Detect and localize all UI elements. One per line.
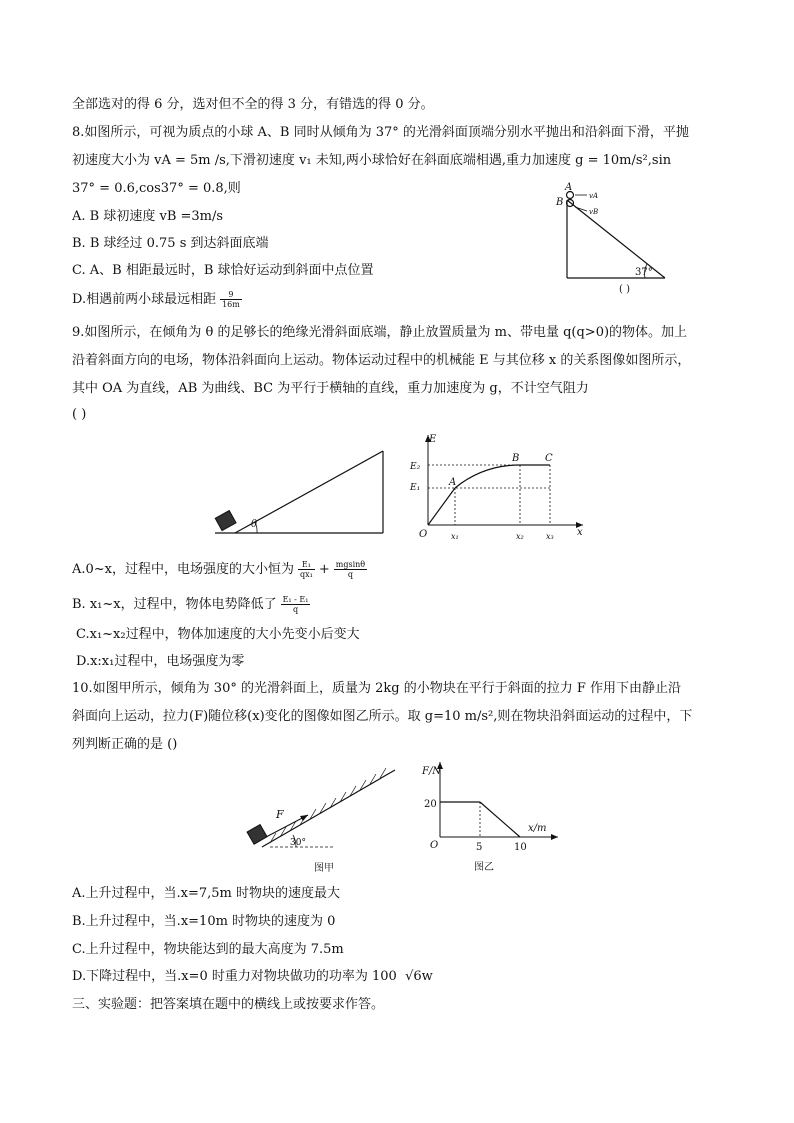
svg-text:B: B (512, 453, 520, 464)
svg-text:x₃: x₃ (546, 532, 554, 541)
q9-stem-line1: 9.如图所示，在倾角为 θ 的足够长的绝缘光滑斜面底端，静止放置质量为 m、带电量 q(q>0)的物体。加上 (72, 325, 688, 340)
svg-text:O: O (430, 840, 439, 851)
svg-text:x/m: x/m (528, 823, 547, 834)
svg-text:x₂: x₂ (516, 532, 524, 541)
q8-stem-line2: 初速度大小为 vA = 5m /s,下滑初速度 v₁ 未知,两小球恰好在斜面底端相遇,重力加速度 g = 10m/s²,sin (72, 153, 672, 168)
q10-option-d: D.下降过程中，当.x=0 时重力对物块做功的功率为 100 √6w (72, 969, 433, 984)
q9-option-a: A.0~x，过程中，电场强度的大小恒为 $\frac{\text{E₁}}{\text{qx₁}}$ + $\frac{mgsin\theta}{q}$ (72, 560, 366, 579)
q8-option-d-text: D.相遇前两小球最远相距 (72, 292, 217, 307)
q9-stem-line3: 其中 OA 为直线，AB 为曲线、BC 为平行于横轴的直线，重力加速度为 g，不计空气阻力 (72, 381, 589, 396)
svg-text:θ: θ (251, 519, 258, 530)
q10-stem-line2: 斜面向上运动，拉力(F)随位移(x)变化的图像如图乙所示。取 g=10 m/s²,则在物块沿斜面运动的过程中，下 (72, 709, 693, 724)
svg-text:O: O (419, 529, 428, 540)
svg-text:A: A (449, 477, 457, 488)
q8-stem-line3: 37° = 0.6,cos37° = 0.8,则 (72, 181, 241, 196)
q10-incline-figure (240, 765, 405, 875)
q10-option-a: A.上升过程中，当.x=7,5m 时物块的速度最大 (72, 886, 341, 901)
q10-option-c: C.上升过程中，物块能达到的最大高度为 7.5m (72, 942, 344, 957)
svg-text:E₂: E₂ (410, 462, 421, 472)
scoring-rule: 全部选对的得 6 分，选对但不全的得 3 分，有错选的得 0 分。 (72, 97, 434, 112)
q10-force-graph (418, 760, 568, 880)
svg-text:A: A (565, 182, 573, 193)
q9-incline-figure (205, 445, 390, 540)
svg-text:10: 10 (514, 842, 527, 853)
q9-option-c: C.x₁~x₂过程中，物体加速度的大小先变小后变大 (76, 627, 360, 642)
svg-text:C: C (545, 453, 553, 464)
svg-text:( ): ( ) (619, 284, 630, 295)
svg-text:x: x (577, 527, 583, 538)
q8-option-d (72, 290, 246, 309)
q9-option-a-fraction2: $\frac{mgsin\theta}{q}$ (335, 560, 366, 579)
svg-text:vB: vB (589, 208, 599, 216)
svg-text:B: B (556, 197, 564, 208)
q9-option-b: B. x₁~x，过程中，物体电势降低了 $\frac{\text{E₁ - E₁}}{q}$ (72, 595, 309, 614)
q10-option-b: B.上升过程中，当.x=10m 时物块的速度为 0 (72, 914, 336, 929)
svg-text:x₁: x₁ (451, 532, 459, 541)
svg-text:图甲: 图甲 (314, 863, 334, 874)
q10-option-d-radical: √6 (405, 969, 422, 984)
q8-option-c: C. A、B 相距最远时，B 球恰好运动到斜面中点位置 (72, 263, 374, 278)
svg-text:37°: 37° (635, 267, 653, 278)
svg-text:E: E (429, 434, 437, 445)
svg-text:E₁: E₁ (410, 483, 421, 493)
q8-option-b: B. B 球经过 0.75 s 到达斜面底端 (72, 236, 269, 251)
q9-option-d: D.x:x₁过程中，电场强度为零 (76, 654, 245, 669)
svg-text:20: 20 (424, 799, 437, 810)
q10-stem-line3: 列判断正确的是 () (72, 737, 178, 752)
svg-text:5: 5 (476, 842, 483, 853)
q9-energy-graph (405, 427, 590, 547)
svg-text:30°: 30° (290, 838, 306, 848)
q8-option-d-fraction: $\frac{9}{16m}$ (222, 290, 240, 309)
q8-stem-line1: 8.如图所示，可视为质点的小球 A、B 同时从倾角为 37° 的光滑斜面顶端分别水平抛出和沿斜面下滑，平抛 (72, 125, 689, 140)
section-3-heading: 三、实验题：把答案填在题中的横线上或按要求作答。 (72, 997, 385, 1012)
q8-incline-figure (555, 180, 675, 295)
svg-text:F: F (276, 808, 284, 821)
q10-stem-line1: 10.如图甲所示，倾角为 30° 的光滑斜面上，质量为 2kg 的小物块在平行于斜面的拉力 F 作用下由静止沿 (72, 681, 682, 696)
q9-stem-line2: 沿着斜面方向的电场，物体沿斜面向上运动。物体运动过程中的机械能 E 与其位移 x 的关系图像如图所示， (72, 353, 691, 368)
q9-option-b-fraction: $\frac{\text{E₁ - E₁}}{q}$ (282, 595, 309, 614)
svg-text:图乙: 图乙 (474, 862, 494, 873)
q9-answer-paren: ( ) (72, 407, 87, 422)
svg-text:F/N: F/N (422, 766, 442, 777)
q9-option-a-fraction1: $\frac{\text{E₁}}{\text{qx₁}}$ (300, 560, 313, 579)
svg-text:vA: vA (589, 192, 599, 200)
q8-option-a: A. B 球初速度 vB =3m/s (72, 209, 224, 224)
